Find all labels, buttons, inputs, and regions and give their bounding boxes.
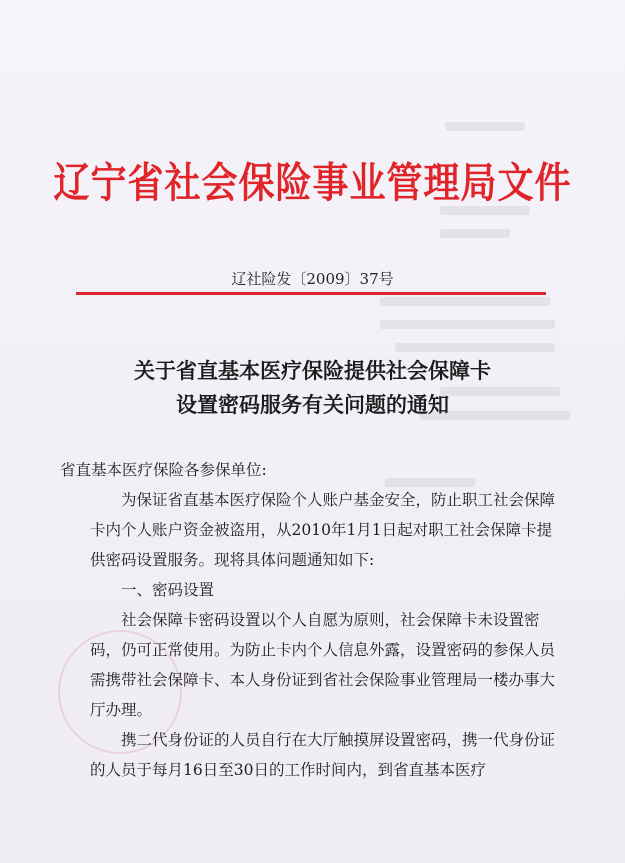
document-number: 辽社险发〔2009〕37号 [231, 270, 394, 288]
notice-body [60, 455, 560, 785]
salutation: 省直基本医疗保险各参保单位: [60, 461, 267, 479]
paragraph-id-card-procedure: 携二代身份证的人员自行在大厅触摸屏设置密码，携一代身份证的人员于每月16日至30日的工作时间内，到省直基本医疗 [90, 731, 556, 779]
notice-title-line-2: 设置密码服务有关问题的通知 [176, 392, 449, 417]
paragraph-password-principle: 社会保障卡密码设置以个人自愿为原则，社会保障卡未设置密码，仍可正常使用。为防止卡内个人信息外露，设置密码的参保人员需携带社会保障卡、本人身份证到省社会保险事业管理局一楼办事大厅办理。 [90, 611, 556, 719]
notice-title [0, 354, 625, 422]
paragraph-intro: 为保证省直基本医疗保险个人账户基金安全，防止职工社会保障卡内个人账户资金被盗用，从2010年1月1日起对职工社会保障卡提供密码设置服务。现将具体问题通知如下: [90, 491, 556, 569]
red-divider-rule [76, 292, 546, 295]
agency-header-title: 辽宁省社会保险事业管理局文件 [53, 160, 572, 208]
section-heading-password-setup: 一、密码设置 [121, 581, 215, 599]
notice-title-line-1: 关于省直基本医疗保险提供社会保障卡 [134, 358, 491, 383]
